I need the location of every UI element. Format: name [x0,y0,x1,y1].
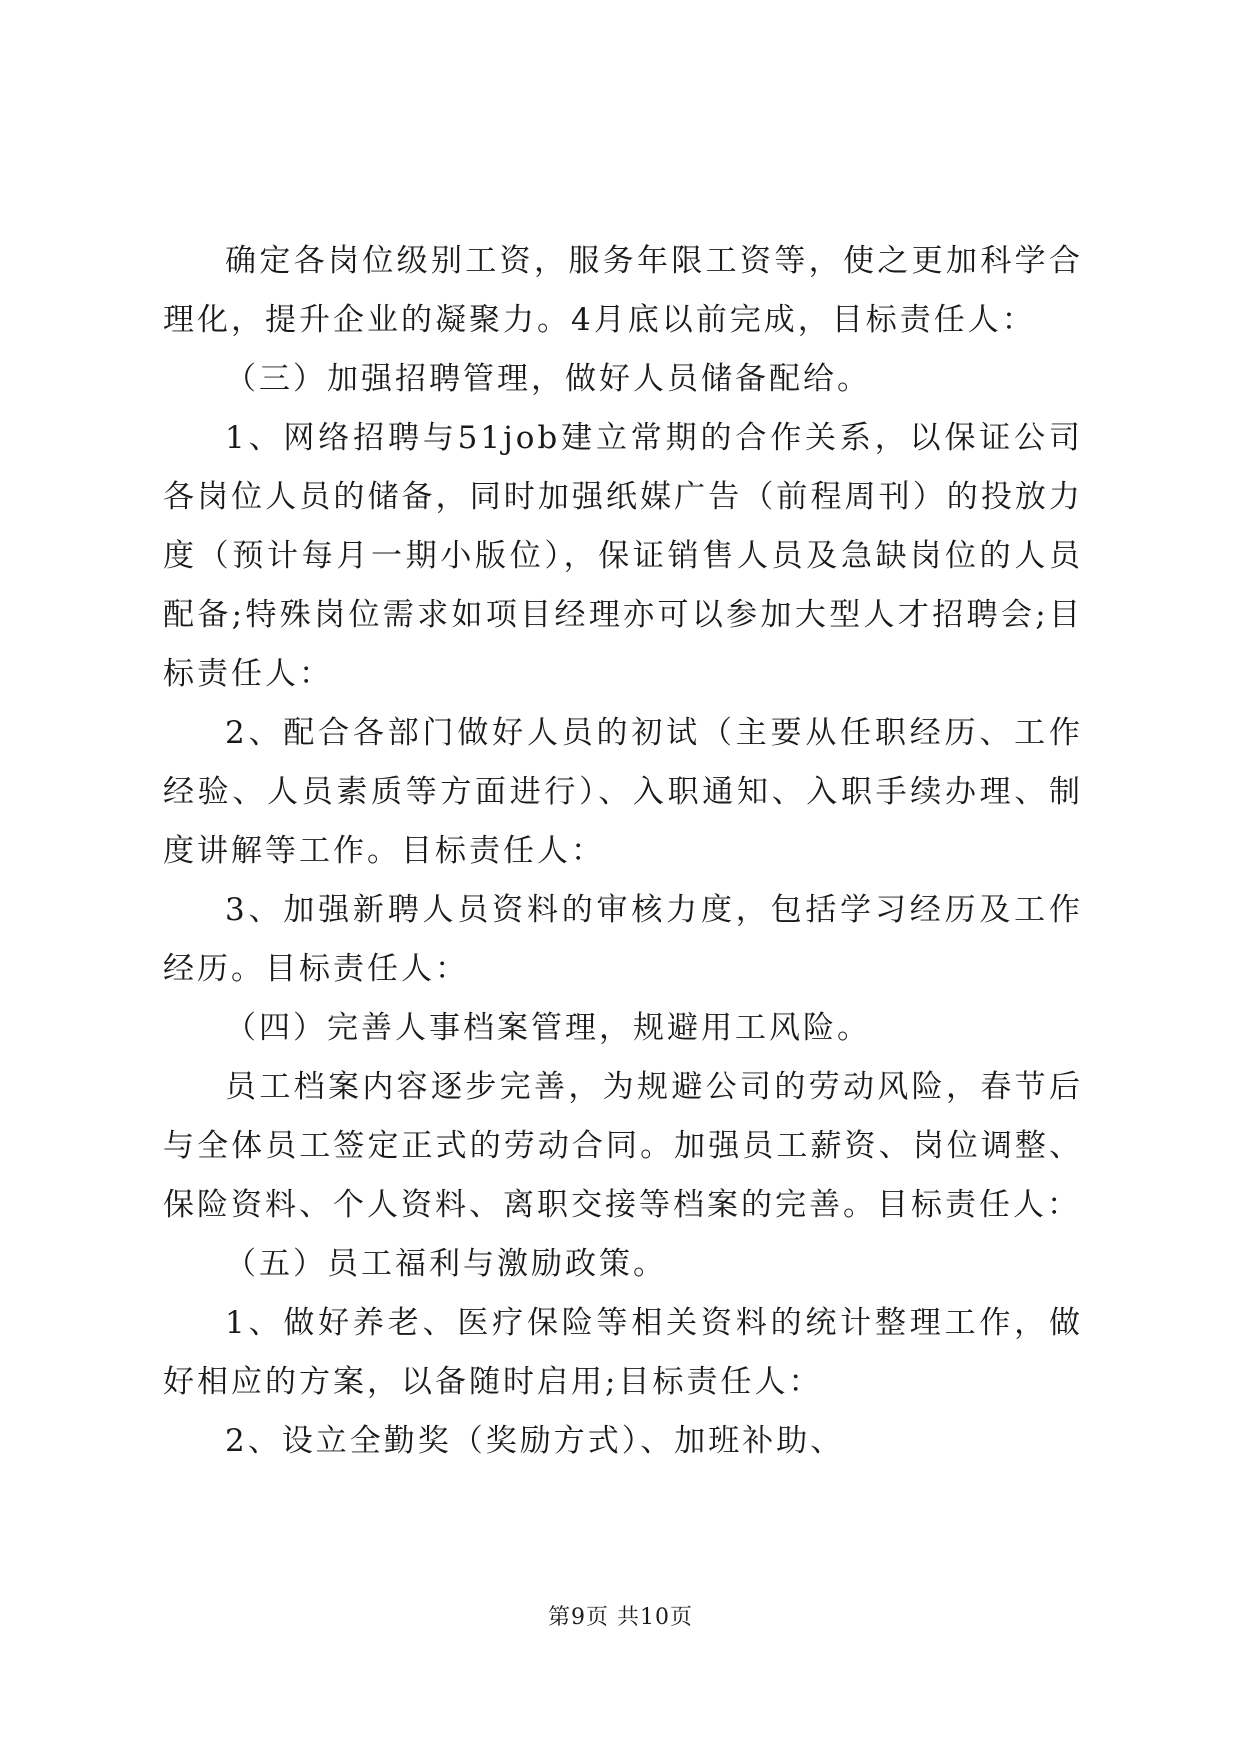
paragraph-employee-files: 员工档案内容逐步完善，为规避公司的劳动风险，春节后与全体员工签定正式的劳动合同。加强员工薪资、岗位调整、保险资料、个人资料、离职交接等档案的完善。目标责任人： [163,1069,1083,1223]
paragraph-document-review: 3、加强新聘人员资料的审核力度，包括学习经历及工作经历。目标责任人： [163,892,1083,987]
paragraph-attendance-award: 2、设立全勤奖（奖励方式）、加班补助、 [225,1423,845,1459]
heading-personnel-files: （四）完善人事档案管理，规避用工风险。 [225,1010,871,1046]
heading-welfare-incentives: （五）员工福利与激励政策。 [225,1246,667,1282]
page-number-footer: 第9页 共10页 [548,1605,693,1630]
paragraph-salary-levels: 确定各岗位级别工资，服务年限工资等，使之更加科学合理化，提升企业的凝聚力。4月底以前完成，目标责任人： [163,243,1083,338]
paragraph-online-recruitment: 1、网络招聘与51job建立常期的合作关系，以保证公司各岗位人员的储备，同时加强纸媒广告（前程周刊）的投放力度（预计每月一期小版位），保证销售人员及急缺岗位的人员配备;特殊岗位需求如项目经理亦可以参加大型人才招聘会;目标责任人： [163,420,1083,692]
paragraph-insurance: 1、做好养老、医疗保险等相关资料的统计整理工作，做好相应的方案，以备随时启用;目标责任人： [163,1305,1083,1400]
heading-recruitment: （三）加强招聘管理，做好人员储备配给。 [225,361,871,397]
paragraph-initial-interview: 2、配合各部门做好人员的初试（主要从任职经历、工作经验、人员素质等方面进行）、入职通知、入职手续办理、制度讲解等工作。目标责任人： [163,715,1083,869]
document-body [163,232,1083,1471]
